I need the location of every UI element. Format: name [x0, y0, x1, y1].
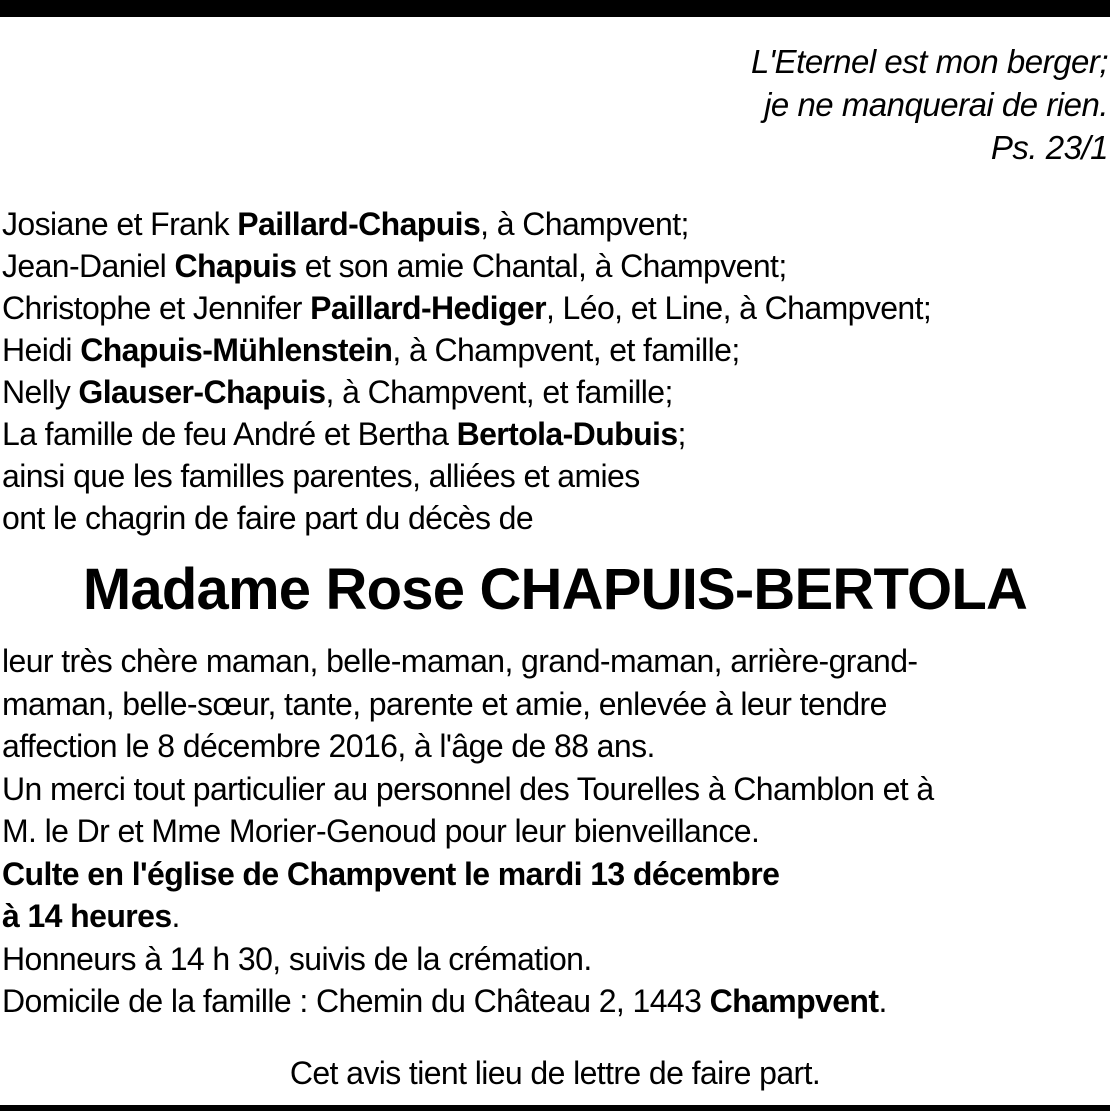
bottom-border-rule — [0, 1105, 1110, 1111]
service-line-2 — [2, 895, 934, 938]
relation-line-1: leur très chère maman, belle-maman, grand-maman, arrière-grand- — [2, 643, 918, 679]
family-line-text: , à Champvent; — [480, 206, 689, 242]
family-line-text: Nelly — [2, 374, 79, 410]
service-line-1: Culte en l'église de Champvent le mardi 13 décembre — [2, 855, 780, 892]
family-list — [2, 203, 931, 539]
notice-body — [2, 640, 934, 1023]
family-surname: Paillard-Chapuis — [237, 206, 481, 242]
family-line-text: , à Champvent, et famille; — [392, 332, 740, 368]
family-line-text: ; — [677, 416, 686, 452]
verse-line-2: je ne manquerai de rien. — [764, 86, 1108, 123]
thanks-line-2: M. le Dr et Mme Morier-Genoud pour leur bienveillance. — [2, 813, 760, 849]
family-line-text: , à Champvent, et famille; — [325, 374, 673, 410]
top-border-rule — [0, 0, 1110, 17]
family-surname: Chapuis-Mühlenstein — [80, 332, 393, 368]
family-line-text: , Léo, et Line, à Champvent; — [545, 290, 932, 326]
bible-verse — [751, 40, 1108, 169]
family-line — [2, 371, 931, 413]
relation-line-2: maman, belle-sœur, tante, parente et amie, enlevée à leur tendre — [2, 685, 887, 722]
footer-note: Cet avis tient lieu de lettre de faire part. — [289, 1055, 821, 1091]
family-line — [2, 245, 931, 287]
domicile-end: . — [878, 983, 887, 1019]
family-line-text: La famille de feu André et Bertha — [2, 416, 457, 452]
announcement-line-1: ainsi que les familles parentes, alliées et amies — [2, 458, 640, 494]
verse-reference: Ps. 23/1 — [990, 129, 1108, 166]
service-line-end: . — [171, 898, 180, 934]
relation-line-3: affection le 8 décembre 2016, à l'âge de 88 ans. — [2, 728, 655, 764]
family-line-text: Jean-Daniel — [2, 248, 175, 284]
family-surname: Bertola-Dubuis — [456, 416, 678, 452]
family-line — [2, 203, 931, 245]
family-surname: Glauser-Chapuis — [78, 374, 326, 410]
thanks-line-1: Un merci tout particulier au personnel des Tourelles à Chamblon et à — [2, 770, 934, 807]
announcement-line-2: ont le chagrin de faire part du décès de — [2, 500, 534, 536]
family-line-text: Christophe et Jennifer — [2, 290, 311, 326]
family-line-text: Josiane et Frank — [2, 206, 238, 242]
family-line-text: Heidi — [2, 332, 81, 368]
family-line — [2, 413, 931, 455]
domicile-town: Champvent — [709, 983, 879, 1019]
domicile-line — [2, 980, 934, 1023]
family-line-text: et son amie Chantal, à Champvent; — [296, 248, 787, 284]
family-line — [2, 287, 931, 329]
family-surname: Chapuis — [174, 248, 297, 284]
family-line — [2, 329, 931, 371]
domicile-text: Domicile de la famille : Chemin du Château 2, 1443 — [2, 983, 710, 1019]
honours-line: Honneurs à 14 h 30, suivis de la crémation. — [2, 940, 592, 977]
service-time: à 14 heures — [2, 898, 172, 934]
verse-line-1: L'Eternel est mon berger; — [751, 43, 1108, 80]
deceased-name: Madame Rose CHAPUIS-BERTOLA — [82, 557, 1028, 622]
family-surname: Paillard-Hediger — [310, 290, 546, 326]
